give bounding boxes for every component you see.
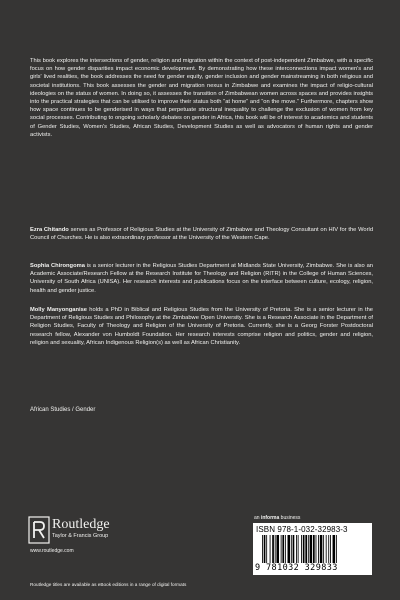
author-bio-manyonganise xyxy=(30,306,373,347)
publisher-name: Routledge xyxy=(52,517,110,532)
author-bio-text: is a senior lecturer in the Religious Studies Department at Midlands State University, Zimbabwe. She is also an Academic Associate/Research Fellow at the Research Institute for Theology and Religion (RITR) in the College of Human Sciences, University of South Africa (UNISA). Her research interests and publications focus on the interface between culture, ecology, religion, health and gender justice. xyxy=(30,263,374,294)
routledge-r-logo-icon xyxy=(28,516,50,544)
publisher-group: Taylor & Francis Group xyxy=(52,533,109,539)
author-name: Ezra Chitando xyxy=(30,227,69,233)
author-bio-chirongoma xyxy=(30,262,373,295)
author-bio-text: holds a PhD in Biblical and Religious Studies from the University of Pretoria. She is a senior lecturer in the Department of Religious Studies and Philosophy at the Zimbabwe Open University. She is a Research Associate in the Department of Religion Studies, Faculty of Theology and Religion of the University of Pretoria. Currently, she is a Georg Forster Postdoctoral research fellow, Alexander von Humboldt Foundation. Her research interests comprise religion and politics, gender and religion, religion and sexuality, African Indigenous Religion(s) as well as African Christianity. xyxy=(30,307,373,346)
author-bio-text: serves as Professor of Religious Studies at the University of Zimbabwe and Theology Consultant on HIV for the World Council of Churches. He is also extraordinary professor at the University of the Western Cape. xyxy=(30,227,374,242)
isbn-label: ISBN 978-1-032-32983-3 xyxy=(256,525,348,534)
author-name: Sophia Chirongoma xyxy=(30,263,85,269)
barcode-icon xyxy=(256,535,369,563)
ebook-availability-note: Routledge titles are available as eBook editions in a range of digital formats xyxy=(30,582,187,587)
author-bio-chitando xyxy=(30,226,373,242)
author-name: Molly Manyonganise xyxy=(30,307,87,313)
book-description: This book explores the intersections of gender, religion and migration within the context of post-independent Zimbabwe, with a specific focus on how gender disparities impact economic development. By demonstrating how these interconnections impact women's and girls' lived realities, the book addresses the need for gender equity, gender inclusion and gender mainstreaming in both religious and societal institutions. This book assesses the gender and migration nexus in Zimbabwe and examines the impact of religio-cultural ideologies on the status of women. In doing so, it assesses the transition of Zimbabwean women across spaces and provides insights into the practical strategies that can be utilised to improve their status both “at home” and “on the move.” Furthermore, chapters show how space continues to be genderised in ways that perpetuate structural inequality to challenge the exclusion of women from key social processes. Contributing to ongoing scholarly debates on gender in Africa, this book will be of interest to academics and students of Gender Studies, Women's Studies, African Studies, Development Studies as well as advocators of human rights and gender activists. xyxy=(30,58,373,138)
isbn-digits: 9 781032 329833 xyxy=(255,563,338,573)
informa-business-tag: an informa business xyxy=(254,515,301,521)
subject-category: African Studies / Gender xyxy=(30,407,96,413)
publisher-website[interactable]: www.routledge.com xyxy=(30,548,74,554)
isbn-barcode xyxy=(253,523,372,575)
